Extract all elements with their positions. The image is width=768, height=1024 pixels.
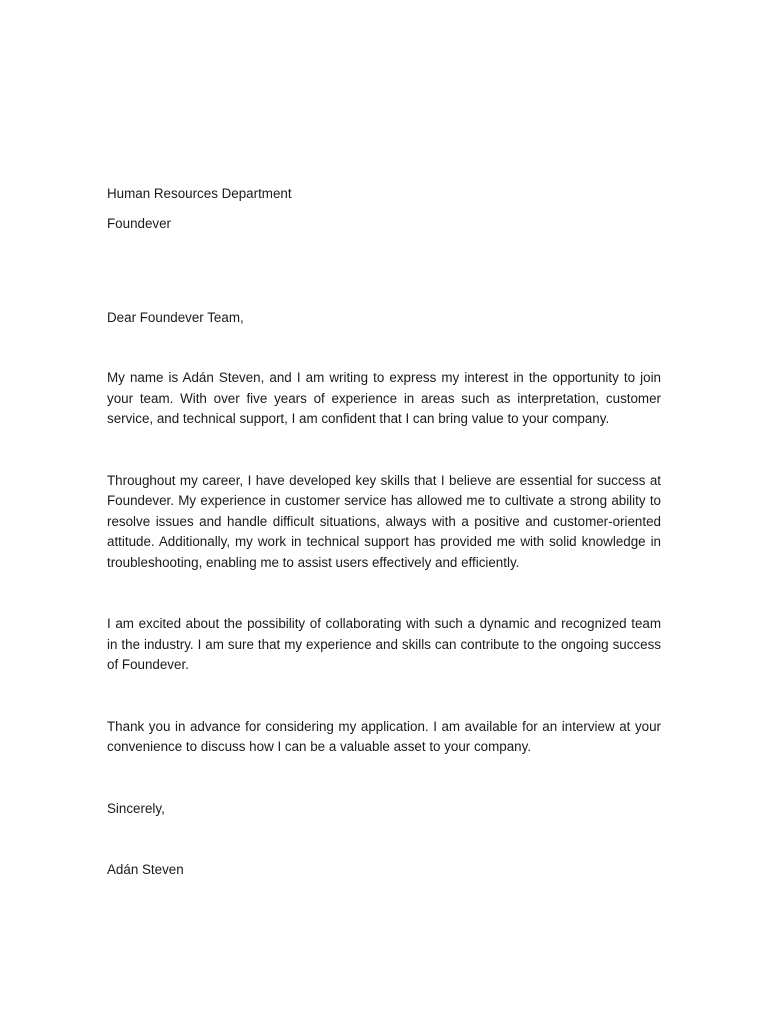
salutation: Dear Foundever Team,: [107, 309, 244, 325]
recipient-company: Foundever: [107, 216, 172, 231]
paragraph-skills: Throughout my career, I have developed key skills that I believe are essential for success at Foundever. My experience in customer service has allowed me to cultivate a strong ability to resolve issues and handle difficult situations, always with a positive and customer-oriented attitude. Additionally, my work in technical support has provided me with solid knowledge in troubleshooting, enabling me to assist users effectively and efficiently.: [107, 472, 661, 570]
paragraph-motivation: I am excited about the possibility of collaborating with such a dynamic and recognized team in the industry. I am sure that my experience and skills can contribute to the ongoing success of Foundever.: [107, 616, 661, 672]
paragraph-thanks: Thank you in advance for considering my application. I am available for an interview at your convenience to discuss how I can be a valuable asset to your company.: [107, 718, 661, 754]
cover-letter: [107, 184, 661, 881]
paragraph-introduction: My name is Adán Steven, and I am writing to express my interest in the opportunity to join your team. With over five years of experience in areas such as interpretation, customer service, and technical support, I am confident that I can bring value to your company.: [107, 370, 661, 426]
recipient-department: Human Resources Department: [107, 186, 292, 201]
closing: Sincerely,: [107, 800, 165, 816]
signature-name: Adán Steven: [107, 862, 184, 877]
